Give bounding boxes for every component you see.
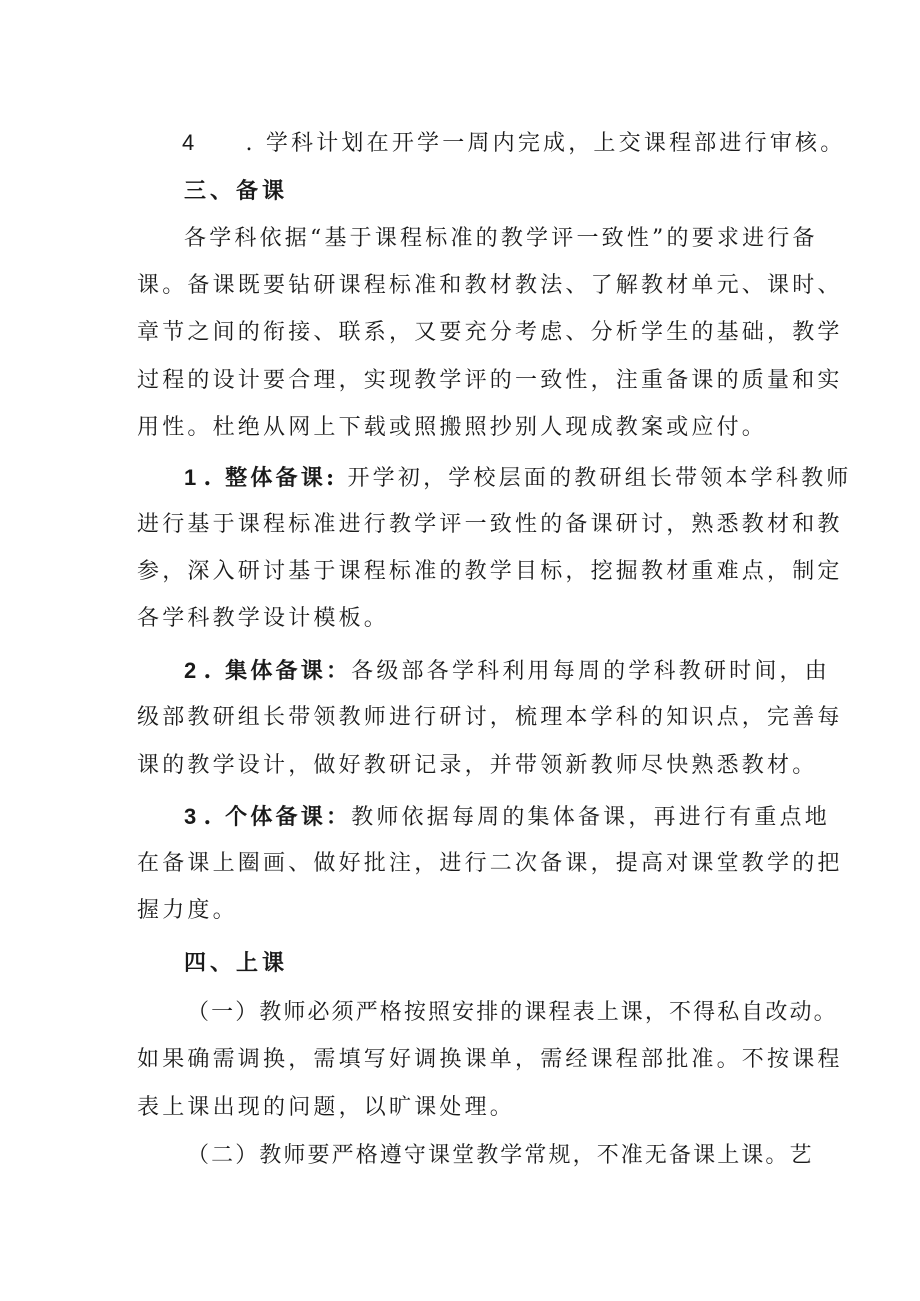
item-3-number: 3 (184, 804, 200, 829)
item-2-line-2: 级部教研组长带领教师进行研讨，梳理本学科的知识点，完善每 (137, 705, 843, 730)
item-4-number: 4 (182, 130, 198, 155)
item-3-line-2: 在备课上圈画、做好批注，进行二次备课，提高对课堂教学的把 (137, 851, 843, 876)
item-4-line (182, 128, 846, 159)
section-3-heading: 三、备课 (184, 178, 289, 204)
item-1-number: 1 (184, 465, 200, 490)
para-1-line-5: 用性。杜绝从网上下载或照搬照抄别人现成教案或应付。 (137, 415, 768, 440)
item-2-number: 2 (184, 658, 200, 683)
item-2-text: 各级部各学科利用每周的学科教研时间，由 (351, 659, 830, 684)
para-1-line-1: 各学科依据“基于课程标准的教学评一致性”的要求进行备 (184, 226, 818, 251)
item-1-line-1 (184, 463, 852, 494)
item-1-line-2: 进行基于课程标准进行教学评一致性的备课研讨，熟悉教材和教 (137, 512, 843, 537)
item-2-title: . 集体备课： (203, 658, 352, 684)
item-3-line-1 (184, 802, 830, 833)
item-1-line-3: 参，深入研讨基于课程标准的教学目标，挖掘教材重难点，制定 (137, 559, 843, 584)
para-4-1-line-3: 表上课出现的问题，以旷课处理。 (137, 1095, 516, 1120)
item-2-line-1 (184, 656, 830, 687)
para-1-line-3: 章节之间的衔接、联系，又要充分考虑、分析学生的基础，教学 (137, 320, 843, 345)
para-4-1-line-1: （一）教师必须严格按照安排的课程表上课，不得私自改动。 (187, 1000, 838, 1025)
item-1-line-4: 各学科教学设计模板。 (137, 606, 390, 631)
para-4-1-line-2: 如果确需调换，需填写好调换课单，需经课程部批准。不按课程 (137, 1047, 843, 1072)
para-1-line-4: 过程的设计要合理，实现教学评的一致性，注重备课的质量和实 (137, 368, 843, 393)
item-4-text: . 学科计划在开学一周内完成，上交课程部进行审核。 (245, 131, 846, 156)
item-3-text: 教师依据每周的集体备课，再进行有重点地 (351, 805, 830, 830)
item-3-title: . 个体备课： (203, 804, 352, 830)
item-3-line-3: 握力度。 (137, 898, 238, 923)
section-4-heading: 四、上课 (184, 950, 289, 976)
item-1-title: . 整体备课: (203, 465, 338, 491)
item-2-line-3: 课的教学设计，做好教研记录，并带领新教师尽快熟悉教材。 (137, 753, 818, 778)
para-1-line-2: 课。备课既要钻研课程标准和教材教法、了解教材单元、课时、 (137, 273, 843, 298)
para-4-2-line-1: （二）教师要严格遵守课堂教学常规，不准无备课上课。艺 (187, 1143, 814, 1168)
item-1-text: 开学初，学校层面的教研组长带领本学科教师 (337, 466, 852, 491)
